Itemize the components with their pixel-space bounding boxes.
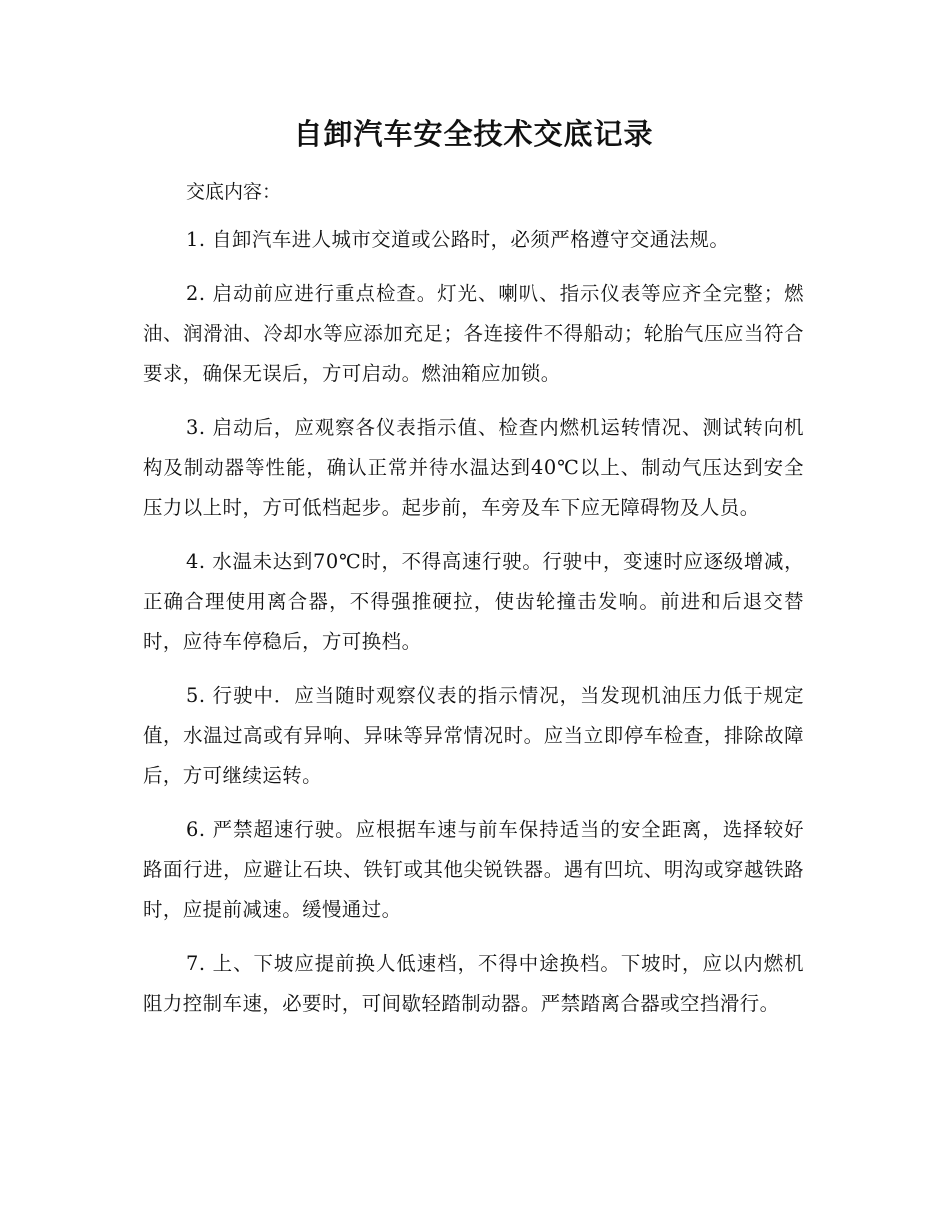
paragraph-item-1: 1. 自卸汽车进人城市交道或公路时，必须严格遵守交通法规。 — [186, 228, 730, 251]
paragraph-item-4: 4. 水温未达到70℃时，不得高速行驶。行驶中，变速时应逐级增减，正确合理使用离合器，不得强推硬拉，使齿轮撞击发响。前进和后退交替时，应待车停稳后，方可换档。 — [143, 550, 804, 653]
paragraph-item-6: 6. 严禁超速行驶。应根据车速与前车保持适当的安全距离，选择较好路面行进，应避让石块、铁钉或其他尖锐铁器。遇有凹坑、明沟或穿越铁路时，应提前减速。缓慢通过。 — [143, 818, 804, 921]
paragraph-item-7: 7. 上、下坡应提前换人低速档，不得中途换档。下坡时，应以内燃机阻力控制车速，必要时，可间歇轻踏制动器。严禁踏离合器或空挡滑行。 — [143, 952, 804, 1015]
intro-label: 交底内容： — [186, 181, 282, 203]
paragraph-item-2: 2. 启动前应进行重点检查。灯光、喇叭、指示仪表等应齐全完整；燃油、润滑油、冷却水等应添加充足；各连接件不得船动；轮胎气压应当符合要求，确保无误后，方可启动。燃油箱应加锁。 — [143, 282, 804, 385]
paragraph-item-5: 5. 行驶中．应当随时观察仪表的指示情况，当发现机油压力低于规定值，水温过高或有异响、异味等异常情况时。应当立即停车检查，排除故障后，方可继续运转。 — [143, 684, 804, 787]
document-title: 自卸汽车安全技术交底记录 — [293, 117, 654, 151]
paragraph-item-3: 3. 启动后，应观察各仪表指示值、检查内燃机运转情况、测试转向机构及制动器等性能，确认正常并待水温达到40℃以上、制动气压达到安全压力以上时，方可低档起步。起步前，车旁及车下应无障碍物及人员。 — [143, 416, 804, 519]
